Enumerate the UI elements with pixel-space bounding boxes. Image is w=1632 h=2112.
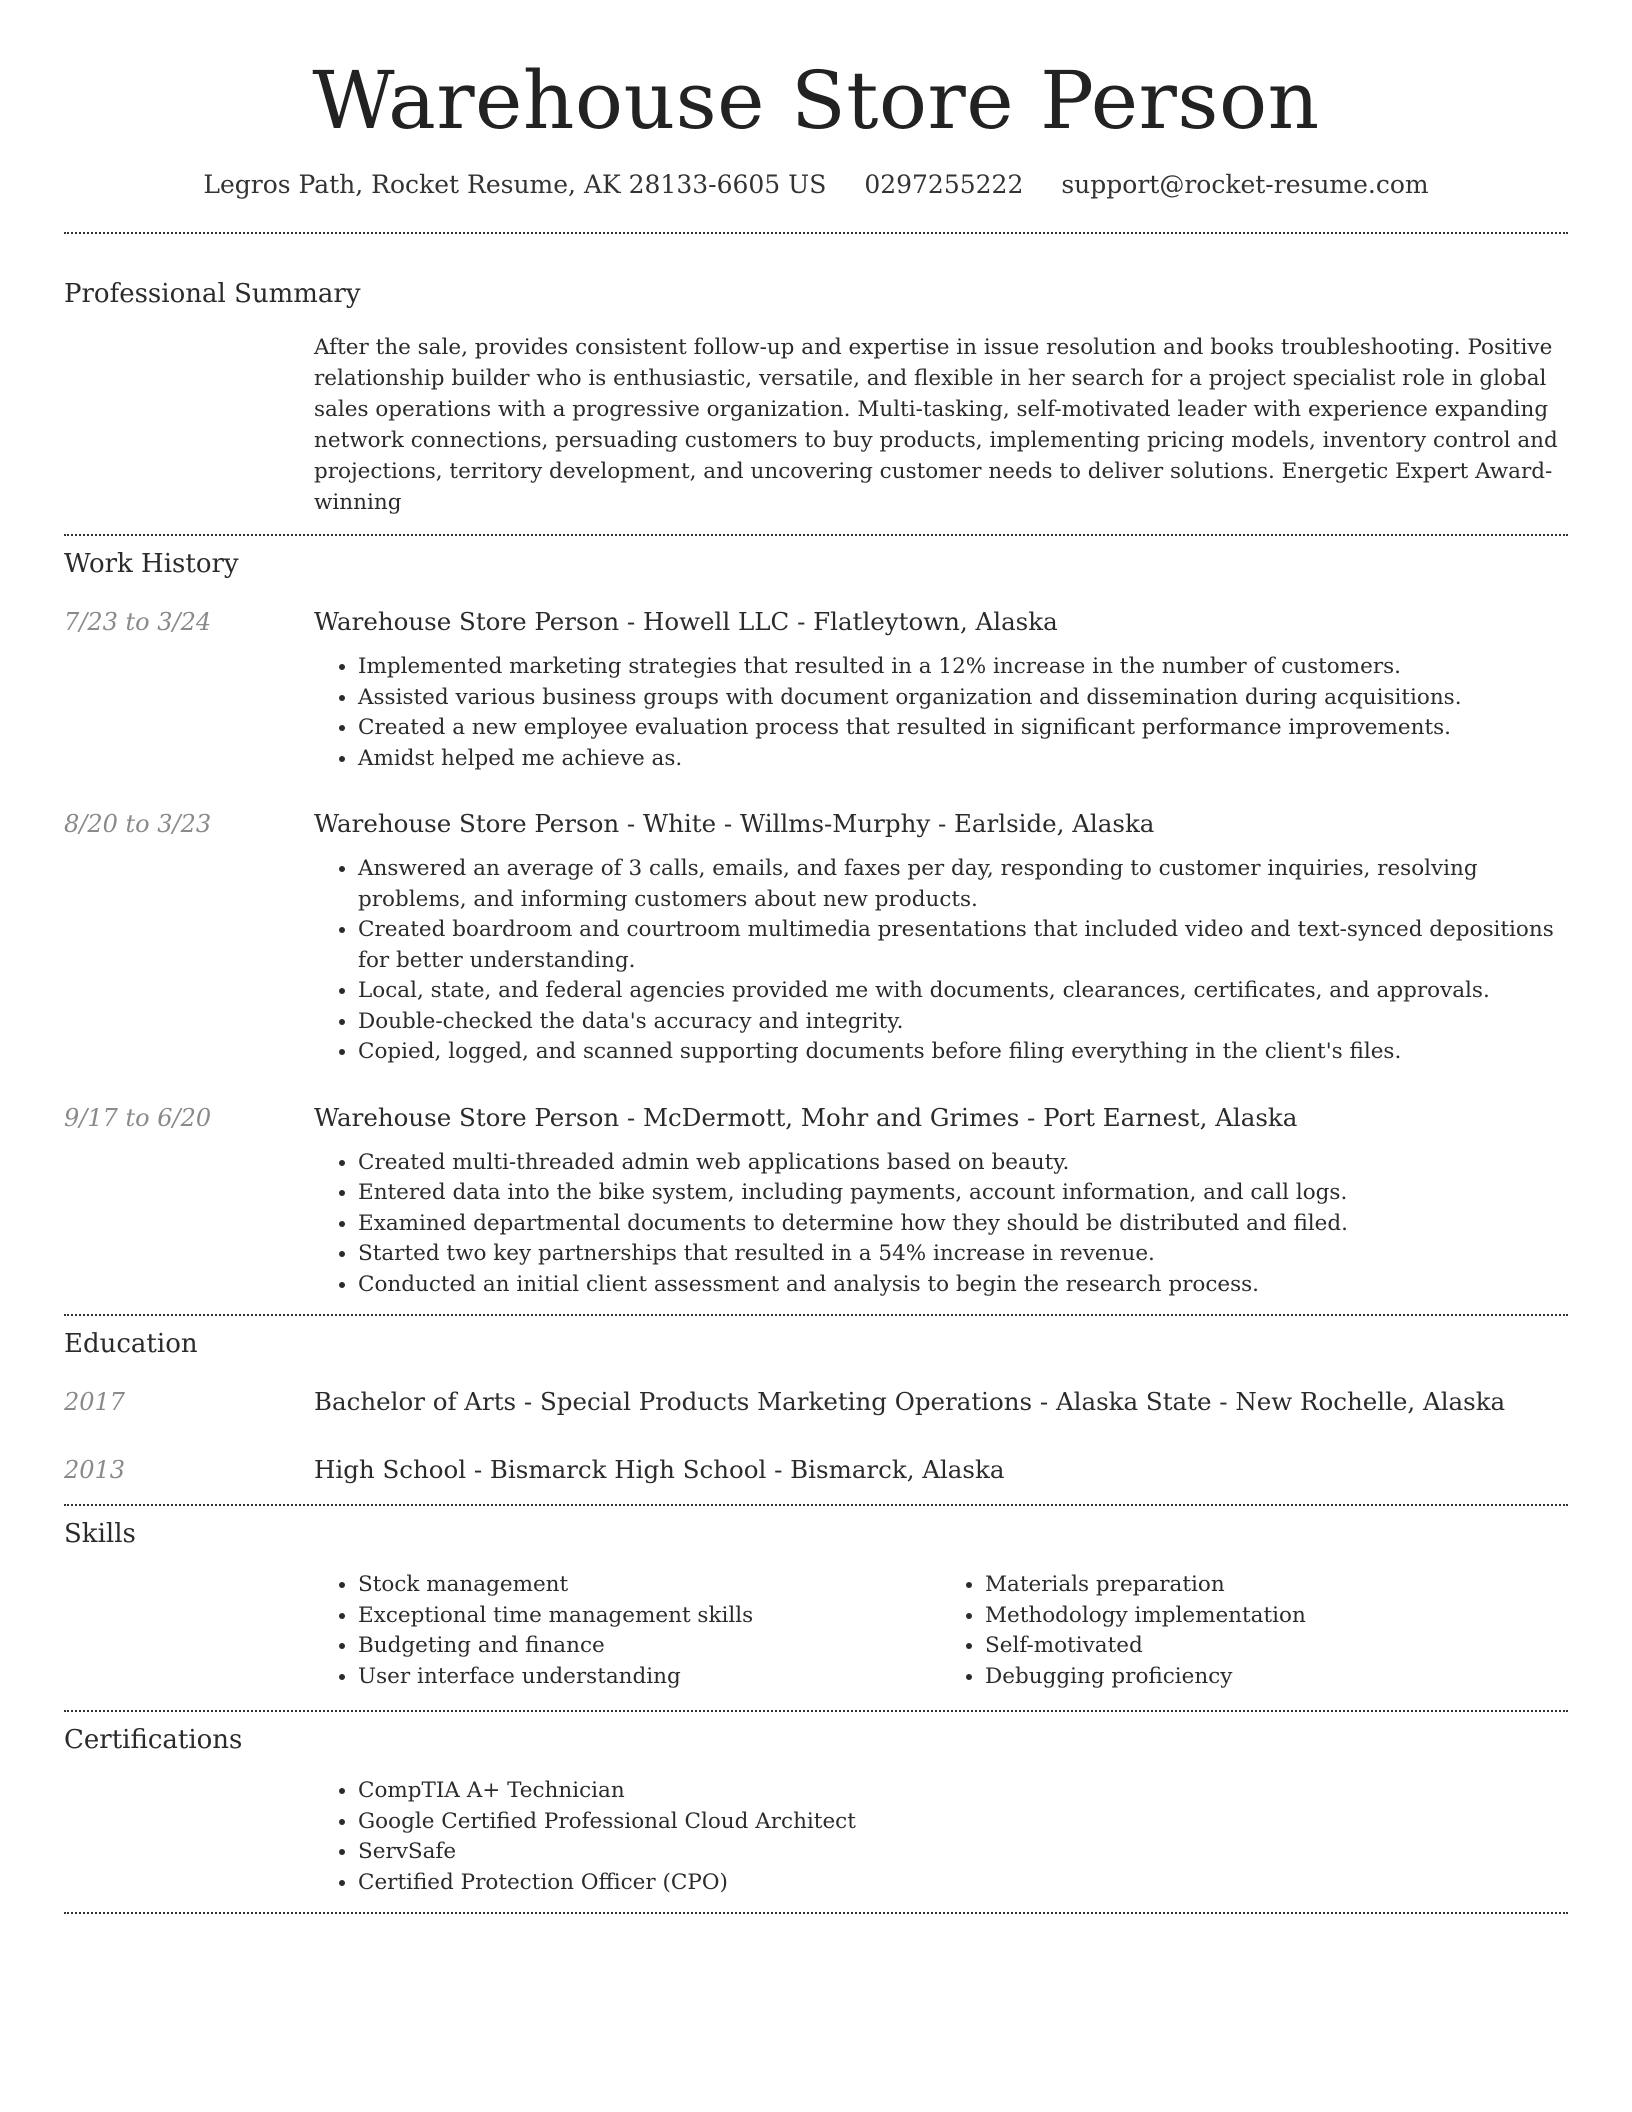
list-item: • Google Certified Professional Cloud Architect: [358, 1807, 1568, 1838]
certifications-title: Certifications: [64, 1725, 243, 1755]
list-item: • Assisted various business groups with document organization and dissemination during acquisitions.: [358, 683, 1568, 714]
list-item: • Created boardroom and courtroom multimedia presentations that included video and text-synced depositions for better understanding.: [358, 915, 1568, 976]
job-entry: [64, 606, 1568, 774]
list-item: • Entered data into the bike system, including payments, account information, and call logs.: [358, 1178, 1568, 1209]
list-item: • Amidst helped me achieve as.: [358, 744, 1568, 775]
skills-list-left: [314, 1570, 941, 1692]
job-bullets: [314, 652, 1568, 774]
summary-text: After the sale, provides consistent follow-up and expertise in issue resolution and books troubleshooting. Positive relationship builder who is enthusiastic, versatile, and flexible in her search for a project specialist role in global sales operations with a progressive organization. Multi-tasking, self-motivated leader with experience expanding network connections, persuading customers to buy products, implementing pricing models, inventory control and projections, territory development, and uncovering customer needs to deliver solutions. Energetic Expert Award-winning: [314, 335, 1558, 515]
work-history-title: Work History: [64, 549, 239, 579]
education-heading: High School - Bismarck High School - Bismarck, Alaska: [314, 1455, 1005, 1484]
summary-title: Professional Summary: [64, 279, 361, 309]
skills-title: Skills: [64, 1519, 136, 1549]
list-item: • Started two key partnerships that resulted in a 54% increase in revenue.: [358, 1239, 1568, 1270]
list-item: • Self-motivated: [985, 1631, 1568, 1662]
education-year: 2013: [64, 1456, 126, 1484]
list-item: • CompTIA A+ Technician: [358, 1776, 1568, 1807]
education-entry: [64, 1454, 1568, 1486]
list-item: • Certified Protection Officer (CPO): [358, 1868, 1568, 1899]
job-bullets: [314, 1148, 1568, 1301]
job-dates: 8/20 to 3/23: [64, 810, 212, 838]
job-entry: [64, 808, 1568, 1068]
job-entry: [64, 1102, 1568, 1301]
divider: [64, 534, 1568, 536]
contact-email: support@rocket-resume.com: [1061, 170, 1429, 199]
divider: [64, 1314, 1568, 1316]
list-item: • User interface understanding: [358, 1662, 941, 1693]
contact-address: Legros Path, Rocket Resume, AK 28133-6605 US: [203, 170, 827, 199]
divider: [64, 1504, 1568, 1506]
list-item: • Created multi-threaded admin web applications based on beauty.: [358, 1148, 1568, 1179]
skills-section: [64, 1518, 1568, 1692]
list-item: • Copied, logged, and scanned supporting documents before filing everything in the client's files.: [358, 1037, 1568, 1068]
education-section: [64, 1328, 1568, 1486]
job-heading: Warehouse Store Person - McDermott, Mohr and Grimes - Port Earnest, Alaska: [314, 1102, 1298, 1132]
contact-phone: 0297255222: [864, 170, 1024, 199]
list-item: • ServSafe: [358, 1837, 1568, 1868]
summary-section: [64, 278, 1568, 518]
job-heading: Warehouse Store Person - Howell LLC - Flatleytown, Alaska: [314, 607, 1058, 636]
list-item: • Examined departmental documents to determine how they should be distributed and filed.: [358, 1209, 1568, 1240]
work-history-section: [64, 548, 1568, 1300]
education-year: 2017: [64, 1388, 126, 1416]
skills-list-right: [941, 1570, 1568, 1692]
education-title: Education: [64, 1329, 198, 1359]
list-item: • Debugging proficiency: [985, 1662, 1568, 1693]
certifications-section: [64, 1724, 1568, 1898]
list-item: • Materials preparation: [985, 1570, 1568, 1601]
divider: [64, 1710, 1568, 1712]
job-dates: 7/23 to 3/24: [64, 608, 212, 636]
job-dates: 9/17 to 6/20: [64, 1103, 212, 1132]
list-item: • Created a new employee evaluation process that resulted in significant performance improvements.: [358, 713, 1568, 744]
list-item: • Stock management: [358, 1570, 941, 1601]
list-item: • Answered an average of 3 calls, emails, and faxes per day, responding to customer inquiries, resolving problems, and informing customers about new products.: [358, 854, 1568, 915]
list-item: • Conducted an initial client assessment and analysis to begin the research process.: [358, 1270, 1568, 1301]
job-heading: Warehouse Store Person - White - Willms-Murphy - Earlside, Alaska: [314, 809, 1155, 838]
divider: [64, 232, 1568, 234]
list-item: • Exceptional time management skills: [358, 1601, 941, 1632]
education-heading: Bachelor of Arts - Special Products Marketing Operations - Alaska State - New Rochelle, Alaska: [314, 1387, 1506, 1416]
list-item: • Double-checked the data's accuracy and integrity.: [358, 1007, 1568, 1038]
job-bullets: [314, 854, 1568, 1068]
education-entry: [64, 1386, 1568, 1418]
list-item: • Budgeting and finance: [358, 1631, 941, 1662]
list-item: • Methodology implementation: [985, 1601, 1568, 1632]
contact-line: [64, 170, 1568, 200]
list-item: • Local, state, and federal agencies provided me with documents, clearances, certificates, and approvals.: [358, 976, 1568, 1007]
resume-name: Warehouse Store Person: [312, 54, 1320, 147]
list-item: • Implemented marketing strategies that resulted in a 12% increase in the number of customers.: [358, 652, 1568, 683]
certifications-list: [314, 1776, 1568, 1898]
divider: [64, 1912, 1568, 1914]
